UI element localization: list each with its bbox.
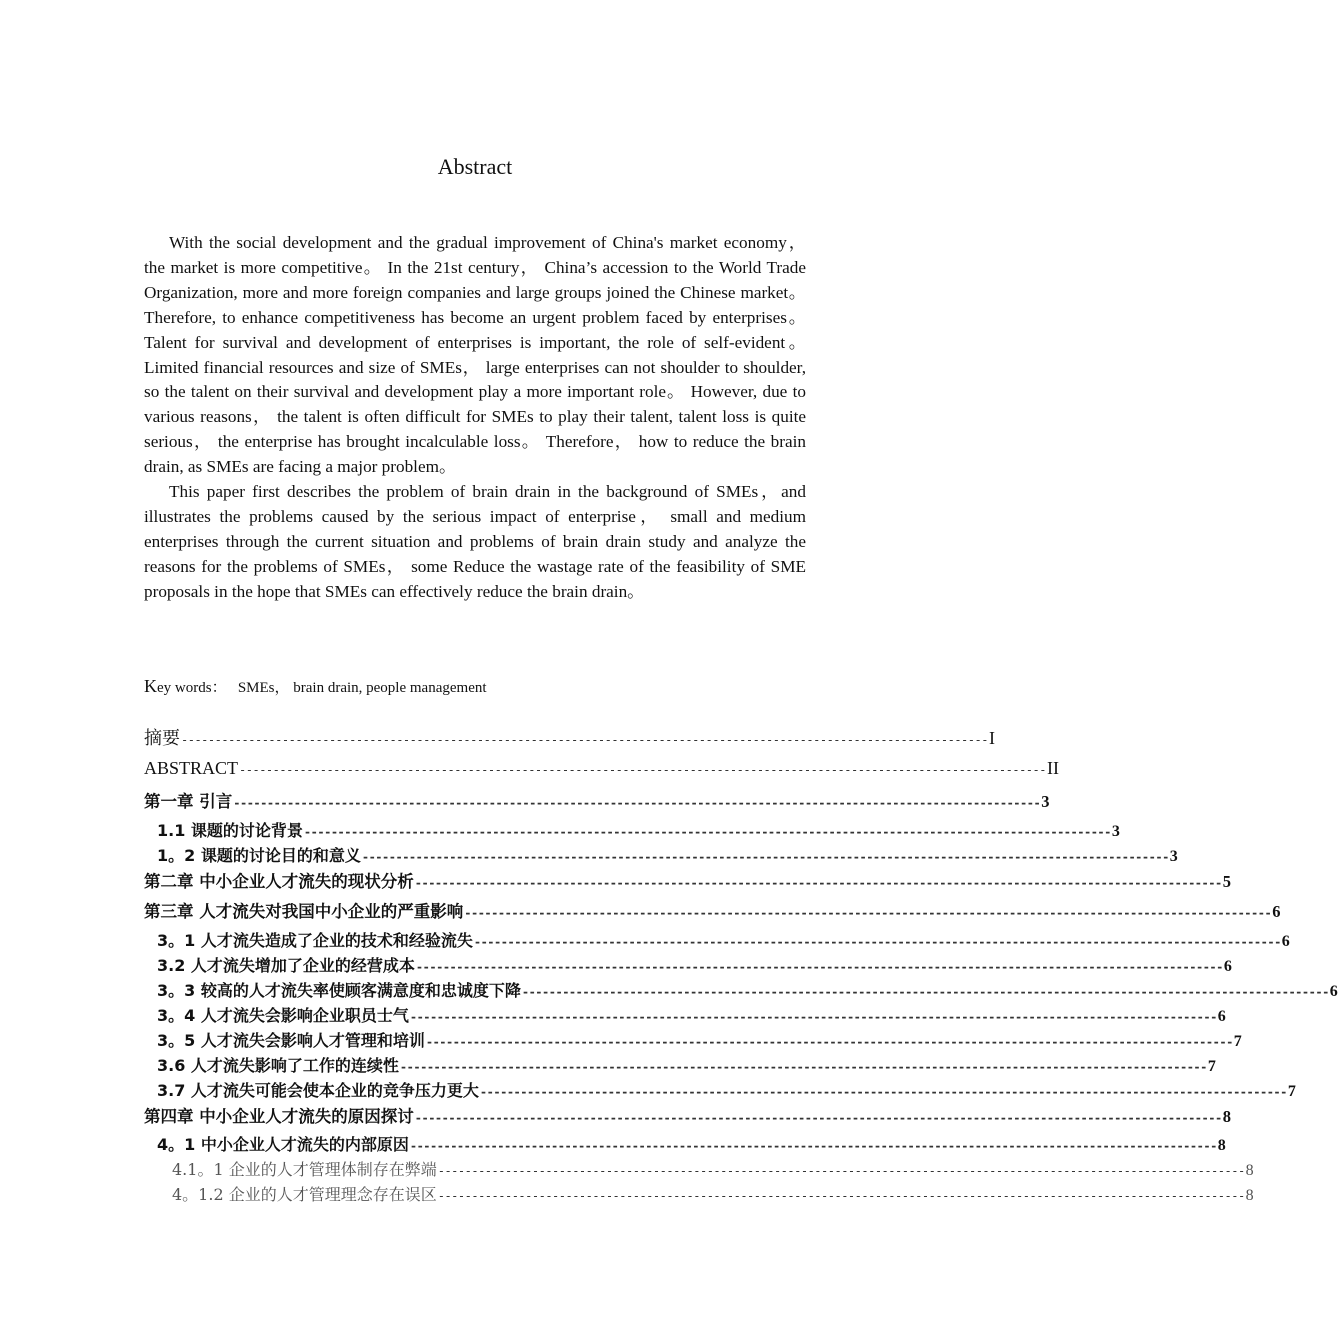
toc-entry[interactable]	[144, 868, 1231, 892]
toc-entry[interactable]	[157, 1003, 1226, 1027]
toc-entry-title: ABSTRACT	[144, 758, 239, 778]
toc-entry-page: 3	[1169, 848, 1178, 865]
toc-entry-title: 第二章 中小企业人才流失的现状分析	[144, 872, 414, 891]
toc-entry-page: II	[1046, 758, 1059, 778]
toc-entry-page: 7	[1287, 1083, 1296, 1100]
toc-entry[interactable]	[172, 1182, 1254, 1206]
toc-entry-title: 第四章 中小企业人才流失的原因探讨	[144, 1107, 414, 1126]
abstract-paragraph: This paper first describes the problem of brain drain in the background of SMEs，and illustrates the problems caused by the serious impact of enterprise， small and medium enterprises through the current situation and problems of brain drain study and analyze the reasons for the problems of SMEs， some Reduce the wastage rate of the feasibility of SME proposals in the hope that SMEs can effectively reduce the brain drain。	[144, 482, 806, 601]
toc-entry-title: 3.6 人才流失影响了工作的连续性	[157, 1056, 399, 1075]
toc-leader: ------------------------------------------------------------------------------------------------------------------------	[414, 1111, 1222, 1125]
toc-entry-page: 5	[1222, 872, 1231, 891]
toc-entry[interactable]	[144, 758, 1059, 782]
toc-entry[interactable]	[144, 724, 995, 748]
toc-entry-title: 4.1。1 企业的人才管理体制存在弊端	[172, 1160, 437, 1179]
toc-leader: ------------------------------------------------------------------------------------------------------------------------	[239, 763, 1046, 777]
toc-entry-page: 8	[1245, 1187, 1254, 1204]
toc-entry[interactable]	[157, 928, 1290, 952]
toc-entry[interactable]	[157, 1028, 1242, 1052]
toc-entry[interactable]	[157, 843, 1178, 867]
toc-entry[interactable]	[157, 1053, 1216, 1077]
toc-entry[interactable]	[157, 978, 1338, 1002]
toc-entry-title: 3.2 人才流失增加了企业的经营成本	[157, 956, 415, 975]
toc-leader: ------------------------------------------------------------------------------------------------------------------------	[521, 985, 1329, 999]
toc-entry-page: 7	[1207, 1058, 1216, 1075]
toc-entry-page: 6	[1272, 902, 1281, 921]
toc-leader: ------------------------------------------------------------------------------------------------------------------------	[437, 1164, 1245, 1178]
toc-leader: ------------------------------------------------------------------------------------------------------------------------	[181, 733, 988, 747]
toc-entry-page: 6	[1329, 983, 1338, 1000]
toc-entry-title: 3。1 人才流失造成了企业的技术和经验流失	[157, 931, 473, 950]
toc-entry-page: 3	[1111, 823, 1120, 840]
keywords-initial: K	[144, 676, 157, 696]
toc-leader: ------------------------------------------------------------------------------------------------------------------------	[414, 876, 1222, 890]
toc-entry[interactable]	[144, 1103, 1231, 1127]
toc-entry-page: 6	[1223, 958, 1232, 975]
toc-entry[interactable]	[157, 818, 1120, 842]
toc-entry-title: 3.7 人才流失可能会使本企业的竞争压力更大	[157, 1081, 479, 1100]
toc-entry-title: 第一章 引言	[144, 792, 233, 811]
toc-entry-title: 4。1 中小企业人才流失的内部原因	[157, 1135, 409, 1154]
toc-leader: ------------------------------------------------------------------------------------------------------------------------	[399, 1060, 1207, 1074]
toc-entry[interactable]	[157, 1078, 1296, 1102]
keywords-label: ey words：	[157, 680, 227, 696]
toc-entry[interactable]	[144, 898, 1281, 922]
toc-leader: ------------------------------------------------------------------------------------------------------------------------	[409, 1139, 1217, 1153]
toc-entry[interactable]	[144, 788, 1050, 812]
toc-entry-title: 3。3 较高的人才流失率使顾客满意度和忠诚度下降	[157, 981, 521, 1000]
toc-leader: ------------------------------------------------------------------------------------------------------------------------	[479, 1085, 1287, 1099]
toc-leader: ------------------------------------------------------------------------------------------------------------------------	[473, 935, 1281, 949]
toc-entry-title: 摘要	[144, 728, 180, 748]
toc-entry-title: 1。2 课题的讨论目的和意义	[157, 846, 361, 865]
page-title: Abstract	[437, 154, 513, 179]
toc-entry-page: I	[988, 728, 995, 748]
toc-entry[interactable]	[172, 1157, 1254, 1181]
toc-leader: ------------------------------------------------------------------------------------------------------------------------	[409, 1010, 1217, 1024]
toc-entry-page: 8	[1245, 1162, 1254, 1179]
abstract-body	[144, 231, 806, 605]
toc-entry-title: 3。5 人才流失会影响人才管理和培训	[157, 1031, 425, 1050]
toc-entry[interactable]	[157, 1132, 1226, 1156]
toc-leader: ------------------------------------------------------------------------------------------------------------------------	[233, 796, 1041, 810]
toc-entry-page: 8	[1217, 1137, 1226, 1154]
keywords-value: SMEs， brain drain, people management	[237, 680, 487, 696]
toc-leader: ------------------------------------------------------------------------------------------------------------------------	[437, 1189, 1245, 1203]
toc-leader: ------------------------------------------------------------------------------------------------------------------------	[464, 906, 1272, 920]
toc-leader: ------------------------------------------------------------------------------------------------------------------------	[425, 1035, 1233, 1049]
toc-entry-title: 第三章 人才流失对我国中小企业的严重影响	[144, 902, 464, 921]
toc-entry-title: 4。1.2 企业的人才管理理念存在误区	[172, 1185, 437, 1204]
toc-leader: ------------------------------------------------------------------------------------------------------------------------	[303, 825, 1111, 839]
toc-leader: ------------------------------------------------------------------------------------------------------------------------	[361, 850, 1169, 864]
toc-entry-page: 7	[1233, 1033, 1242, 1050]
toc-entry-page: 6	[1217, 1008, 1226, 1025]
toc-entry-title: 3。4 人才流失会影响企业职员士气	[157, 1006, 409, 1025]
toc-entry-page: 3	[1041, 792, 1050, 811]
toc-entry-page: 8	[1222, 1107, 1231, 1126]
abstract-paragraph: With the social development and the gradual improvement of China's market economy， the market is more competitive。 In the 21st century， China’s accession to the World Trade Organization, more and more foreign companies and large groups joined the Chinese market。 Therefore, to enhance competitiveness has become an urgent problem faced by enterprises。 Talent for survival and development of enterprises is important, the role of self-evident。 Limited financial resources and size of SMEs， large enterprises can not shoulder to shoulder, so the talent on their survival and development play a more important role。 However, due to various reasons， the talent is often difficult for SMEs to play their talent, talent loss is quite serious， the enterprise has brought incalculable loss。 Therefore， how to reduce the brain drain, as SMEs are facing a major problem。	[144, 233, 806, 477]
keywords	[144, 676, 487, 697]
toc-entry-title: 1.1 课题的讨论背景	[157, 821, 303, 840]
toc-entry-page: 6	[1281, 933, 1290, 950]
toc-entry[interactable]	[157, 953, 1232, 977]
toc-leader: ------------------------------------------------------------------------------------------------------------------------	[415, 960, 1223, 974]
